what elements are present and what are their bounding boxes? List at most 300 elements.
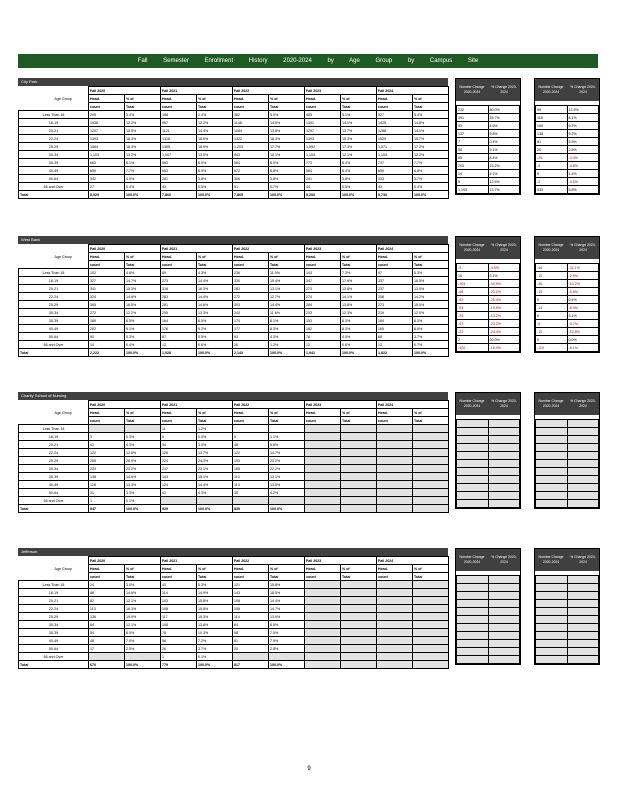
number-change-cell	[536, 476, 568, 484]
change-row	[457, 624, 520, 632]
percent-cell: 100.0%	[269, 349, 305, 357]
headcount-cell	[305, 481, 341, 489]
table-row	[19, 613, 449, 621]
headcount-cell	[305, 605, 341, 613]
percent-cell: 11.6%	[269, 309, 305, 317]
table-row	[19, 465, 449, 473]
percent-cell	[413, 613, 449, 621]
percent-change-cell: 5.5%	[567, 138, 599, 146]
percent-change-cell	[567, 576, 599, 584]
percent-cell	[341, 661, 377, 669]
table-row	[19, 317, 449, 325]
percent-cell: 13.3%	[125, 481, 161, 489]
spacer	[39, 573, 89, 581]
change-row	[457, 154, 520, 162]
headcount-cell: 7,860	[161, 191, 197, 199]
percent-cell: 19.9%	[125, 613, 161, 621]
column-header-row	[19, 103, 449, 111]
number-change-cell	[457, 468, 489, 476]
change-row	[457, 632, 520, 640]
percent-change-cell	[488, 452, 520, 460]
percent-header: Total	[341, 573, 377, 581]
change-row	[457, 114, 520, 122]
number-change-cell: -53	[457, 304, 489, 312]
percent-cell: 13.8%	[341, 301, 377, 309]
number-change-cell: 14	[457, 170, 489, 178]
headcount-cell	[305, 449, 341, 457]
percent-change-cell	[567, 484, 599, 492]
headcount-cell: 162	[305, 325, 341, 333]
table-row	[19, 637, 449, 645]
number-change-cell: 100	[536, 122, 568, 130]
headcount-cell	[377, 597, 413, 605]
headcount-cell	[377, 637, 413, 645]
number-change-cell: 1,193	[457, 186, 489, 194]
percent-cell: 0.4%	[125, 341, 161, 349]
change-row	[536, 500, 599, 508]
percent-change-cell	[567, 428, 599, 436]
percent-cell: 3.8%	[197, 175, 233, 183]
percent-cell: 0.0%	[197, 433, 233, 441]
percent-cell: 4.3%	[125, 441, 161, 449]
table-row	[19, 489, 449, 497]
percent-cell: 14.4%	[269, 301, 305, 309]
age-group-label: 30-34	[19, 465, 89, 473]
headcount-header: Head-	[377, 565, 413, 573]
percent-cell: 23.2%	[125, 465, 161, 473]
percent-cell: 22.2%	[269, 465, 305, 473]
year-header: Fall 2022	[233, 401, 305, 409]
number-change-cell	[536, 608, 568, 616]
percent-cell: 14.6%	[125, 589, 161, 597]
page-number: 9	[307, 766, 311, 772]
headcount-header: count	[233, 261, 269, 269]
headcount-header: count	[89, 573, 125, 581]
headcount-cell: 217	[161, 465, 197, 473]
headcount-cell	[377, 505, 413, 513]
percent-cell: 15.4%	[269, 277, 305, 285]
headcount-cell: 48	[233, 441, 269, 449]
percent-cell	[413, 653, 449, 661]
percent-cell	[341, 425, 377, 433]
year-header: Fall 2021	[161, 557, 233, 565]
headcount-header: Head-	[233, 95, 269, 103]
headcount-cell: 563	[161, 159, 197, 167]
percent-cell: 3.4%	[125, 111, 161, 119]
headcount-cell	[305, 621, 341, 629]
percent-cell	[341, 441, 377, 449]
percent-cell: 100.0%	[197, 349, 233, 357]
spacer	[19, 87, 39, 95]
percent-cell: 7.7%	[413, 159, 449, 167]
percent-cell: 13.8%	[269, 127, 305, 135]
change-row	[536, 640, 599, 648]
table-row	[19, 629, 449, 637]
year-header: Fall 2022	[233, 557, 305, 565]
headcount-cell	[305, 589, 341, 597]
percent-cell: 100.0%	[125, 191, 161, 199]
percent-cell: 100.0%	[197, 505, 233, 513]
table-row	[19, 293, 449, 301]
percent-cell: 15.0%	[125, 127, 161, 135]
number-change-cell: 2	[457, 336, 489, 344]
percent-change-cell: -18.0%	[488, 344, 520, 352]
headcount-cell: 1036	[89, 119, 125, 127]
percent-cell	[341, 481, 377, 489]
headcount-cell	[233, 653, 269, 661]
percent-cell	[269, 497, 305, 505]
percent-cell: 8.0%	[197, 159, 233, 167]
headcount-cell: 110	[233, 473, 269, 481]
percent-cell: 15.8%	[197, 597, 233, 605]
headcount-header: Head-	[377, 95, 413, 103]
headcount-cell	[377, 433, 413, 441]
percent-change-cell	[567, 600, 599, 608]
column-header-row	[19, 261, 449, 269]
table-row	[19, 167, 449, 175]
percent-cell: 14.4%	[197, 293, 233, 301]
headcount-cell: 572	[233, 167, 269, 175]
percent-cell	[341, 597, 377, 605]
headcount-cell: 138	[89, 473, 125, 481]
percent-cell	[413, 661, 449, 669]
percent-cell: 17.9%	[341, 277, 377, 285]
headcount-header: Head-	[377, 409, 413, 417]
percent-change-cell	[567, 460, 599, 468]
change-table	[456, 571, 520, 664]
change-row	[457, 280, 520, 288]
headcount-cell: 41	[161, 489, 197, 497]
headcount-cell: 82	[89, 597, 125, 605]
percent-cell: 26.9%	[125, 457, 161, 465]
table-row	[19, 653, 449, 661]
headcount-cell: 333	[377, 175, 413, 183]
percent-change-cell: -13.2%	[488, 312, 520, 320]
change-row	[457, 170, 520, 178]
percent-cell: 15.3%	[125, 285, 161, 293]
percent-header: Total	[269, 417, 305, 425]
percent-cell: 7.2%	[197, 637, 233, 645]
percent-cell: 12.1%	[125, 597, 161, 605]
change-row	[536, 484, 599, 492]
percent-change-cell: 6.7%	[567, 122, 599, 130]
percent-cell	[341, 449, 377, 457]
number-change-cell: 5	[457, 178, 489, 186]
number-change-cell: -104	[457, 280, 489, 288]
number-change-cell: -25	[457, 312, 489, 320]
percent-cell: 13.8%	[197, 621, 233, 629]
table-row	[19, 457, 449, 465]
change-row	[457, 336, 520, 344]
age-group-label: 20-21	[19, 285, 89, 293]
table-row	[19, 433, 449, 441]
percent-change-cell	[567, 640, 599, 648]
headcount-cell: 87	[161, 333, 197, 341]
headcount-cell: 9	[233, 433, 269, 441]
headcount-cell: 12	[377, 341, 413, 349]
percent-cell: 100.0%	[413, 191, 449, 199]
percent-change-cell: -3.4%	[567, 154, 599, 162]
headcount-cell: 41	[89, 441, 125, 449]
headcount-cell: 341	[89, 285, 125, 293]
percent-change-cell: 9.8%	[488, 130, 520, 138]
headcount-cell: 26	[161, 645, 197, 653]
percent-change-cell: 12.5%	[567, 106, 599, 114]
headcount-cell: 1301	[305, 119, 341, 127]
change-row	[536, 122, 599, 130]
change-row	[457, 500, 520, 508]
headcount-cell: 164	[161, 317, 197, 325]
headcount-cell: 330	[233, 277, 269, 285]
headcount-cell: 659	[377, 167, 413, 175]
percent-cell	[341, 497, 377, 505]
headcount-cell: 3	[89, 433, 125, 441]
percent-header: Total	[413, 261, 449, 269]
spacer	[19, 401, 39, 409]
percent-cell	[413, 605, 449, 613]
number-change-cell: -47	[457, 320, 489, 328]
headcount-header: Head-	[233, 565, 269, 573]
percent-header: Total	[269, 573, 305, 581]
spacer	[19, 245, 39, 253]
age-group-label: 30-34	[19, 309, 89, 317]
percent-cell: 12.7%	[269, 293, 305, 301]
spacer	[19, 409, 39, 417]
headcount-cell: 283	[161, 293, 197, 301]
age-group-label: 20-21	[19, 597, 89, 605]
year-header: Fall 2023	[305, 557, 377, 565]
headcount-cell: 327	[89, 277, 125, 285]
headcount-cell: 193	[233, 457, 269, 465]
headcount-cell: 20	[233, 645, 269, 653]
age-group-label: Total	[19, 191, 89, 199]
change-row	[457, 584, 520, 592]
headcount-cell: 779	[161, 661, 197, 669]
percent-change-cell: -23.3%	[488, 320, 520, 328]
column-header-row	[19, 417, 449, 425]
percent-cell: 13.1%	[269, 285, 305, 293]
change-row	[457, 304, 520, 312]
change-2020-2024-box	[455, 78, 521, 195]
percent-change-cell	[567, 616, 599, 624]
age-group-label: Total	[19, 505, 89, 513]
percent-change-header: % Change 2020-2024	[570, 555, 596, 564]
percent-header: % of	[269, 95, 305, 103]
percent-header: Total	[269, 261, 305, 269]
headcount-cell: 143	[305, 269, 341, 277]
percent-cell: 6.8%	[413, 167, 449, 175]
percent-cell: 10.3%	[197, 629, 233, 637]
percent-header: Total	[197, 573, 233, 581]
percent-cell: 16.3%	[125, 135, 161, 143]
headcount-cell: 12	[305, 341, 341, 349]
percent-cell: 16.6%	[197, 135, 233, 143]
age-group-label: 25-29	[19, 613, 89, 621]
enrollment-table	[18, 400, 449, 513]
headcount-cell	[233, 497, 269, 505]
campus-name: West Bank	[18, 236, 448, 244]
campus-name: Charity School of Nursing	[18, 392, 448, 400]
headcount-cell: 176	[161, 325, 197, 333]
percent-cell: 4.3%	[125, 333, 161, 341]
headcount-cell: 177	[233, 325, 269, 333]
percent-cell: 12.0%	[413, 309, 449, 317]
change-table	[456, 259, 520, 352]
headcount-header: count	[377, 261, 413, 269]
table-row	[19, 589, 449, 597]
headcount-cell: 84	[89, 621, 125, 629]
change-row	[457, 640, 520, 648]
number-change-cell: 232	[457, 106, 489, 114]
table-row	[19, 597, 449, 605]
table-row	[19, 269, 449, 277]
headcount-cell: 1,007	[161, 151, 197, 159]
percent-cell: 0.5%	[197, 183, 233, 191]
change-row	[457, 122, 520, 130]
headcount-cell	[305, 637, 341, 645]
percent-cell: 2.5%	[125, 645, 161, 653]
percent-change-cell: 23.2%	[488, 162, 520, 170]
headcount-cell	[305, 613, 341, 621]
change-row	[457, 320, 520, 328]
year-header: Fall 2023	[305, 87, 377, 95]
percent-cell: 8.1%	[125, 159, 161, 167]
headcount-cell: 165	[377, 325, 413, 333]
number-change-cell: 0	[536, 296, 568, 304]
percent-cell: 13.7%	[341, 127, 377, 135]
change-row	[536, 616, 599, 624]
percent-cell: 0.1%	[197, 653, 233, 661]
headcount-cell	[305, 473, 341, 481]
percent-cell: 4.3%	[197, 269, 233, 277]
headcount-header: Head-	[89, 565, 125, 573]
percent-header: % of	[413, 95, 449, 103]
age-group-label: 40-49	[19, 325, 89, 333]
change-row	[457, 138, 520, 146]
percent-cell: 10.1%	[269, 151, 305, 159]
headcount-cell: 122	[233, 449, 269, 457]
headcount-cell: 34	[161, 441, 197, 449]
table-row	[19, 127, 449, 135]
percent-cell	[413, 597, 449, 605]
percent-cell: 9.2%	[197, 325, 233, 333]
headcount-cell: 318	[161, 285, 197, 293]
percent-change-cell: -25.4%	[488, 296, 520, 304]
number-change-header: Number Change 2020-2024	[538, 399, 564, 408]
age-group-label: 65 and Over	[19, 183, 89, 191]
percent-header: % of	[413, 253, 449, 261]
percent-cell: 8.4%	[341, 159, 377, 167]
change-row	[536, 460, 599, 468]
percent-cell: 100.0%	[269, 505, 305, 513]
age-group-label: Total	[19, 661, 89, 669]
number-change-cell: -92	[457, 296, 489, 304]
number-change-cell	[536, 492, 568, 500]
spacer	[39, 87, 89, 95]
change-row	[536, 146, 599, 154]
number-change-cell: -6	[536, 320, 568, 328]
age-group-label: 50-64	[19, 175, 89, 183]
headcount-cell	[377, 441, 413, 449]
table-row	[19, 441, 449, 449]
percent-cell: 11.0%	[269, 269, 305, 277]
headcount-cell	[233, 425, 269, 433]
change-row	[457, 428, 520, 436]
change-row	[457, 492, 520, 500]
headcount-cell	[377, 645, 413, 653]
number-change-header: Number Change 2020-2024	[459, 85, 485, 94]
change-2023-2024-box	[534, 78, 600, 195]
percent-cell: 100.0%	[269, 191, 305, 199]
percent-change-header: % Change 2020-2024	[570, 85, 596, 94]
headcount-cell: 58	[161, 637, 197, 645]
percent-cell	[413, 645, 449, 653]
percent-header: Total	[125, 261, 161, 269]
headcount-cell: 48	[89, 637, 125, 645]
change-table	[456, 101, 520, 194]
number-change-cell	[457, 428, 489, 436]
column-header-row	[19, 409, 449, 417]
percent-change-cell	[567, 444, 599, 452]
headcount-cell: 564	[233, 159, 269, 167]
percent-cell	[413, 637, 449, 645]
percent-cell	[341, 629, 377, 637]
percent-change-cell	[488, 460, 520, 468]
percent-cell	[125, 653, 161, 661]
percent-change-cell	[567, 468, 599, 476]
year-header: Fall 2024	[377, 401, 449, 409]
headcount-cell: 1,941	[305, 349, 341, 357]
change-row	[457, 328, 520, 336]
number-change-cell: -400	[457, 344, 489, 352]
percent-cell: 3.0%	[197, 441, 233, 449]
headcount-cell: 136	[89, 613, 125, 621]
headcount-cell: 1,104	[305, 151, 341, 159]
number-change-cell: -22	[457, 328, 489, 336]
number-change-cell: 203	[457, 162, 489, 170]
headcount-cell: 202	[89, 325, 125, 333]
percent-header: % of	[341, 565, 377, 573]
percent-cell: 14.7%	[269, 449, 305, 457]
percent-cell	[413, 473, 449, 481]
headcount-cell: 747	[377, 159, 413, 167]
headcount-cell: 12	[161, 341, 197, 349]
headcount-cell: 839	[233, 505, 269, 513]
total-row	[19, 661, 449, 669]
headcount-cell: 220	[89, 465, 125, 473]
year-header: Fall 2021	[161, 401, 233, 409]
headcount-cell: 11	[161, 425, 197, 433]
percent-cell	[341, 645, 377, 653]
headcount-cell: 113	[233, 481, 269, 489]
percent-change-cell: 5.1%	[488, 146, 520, 154]
headcount-cell: 8,529	[89, 191, 125, 199]
percent-change-cell	[567, 592, 599, 600]
change-row	[536, 344, 599, 352]
headcount-cell: 7,865	[233, 191, 269, 199]
percent-cell: 17.7%	[269, 143, 305, 151]
age-group-label: 25-29	[19, 301, 89, 309]
percent-cell: 23.1%	[197, 465, 233, 473]
percent-cell: 0.4%	[125, 183, 161, 191]
headcount-cell: 324	[89, 293, 125, 301]
percent-cell: 8.0%	[125, 629, 161, 637]
headcount-header: count	[305, 417, 341, 425]
headcount-cell: 184	[377, 317, 413, 325]
headcount-header: Head-	[161, 409, 197, 417]
percent-change-cell	[567, 436, 599, 444]
percent-cell: 1.2%	[269, 341, 305, 349]
